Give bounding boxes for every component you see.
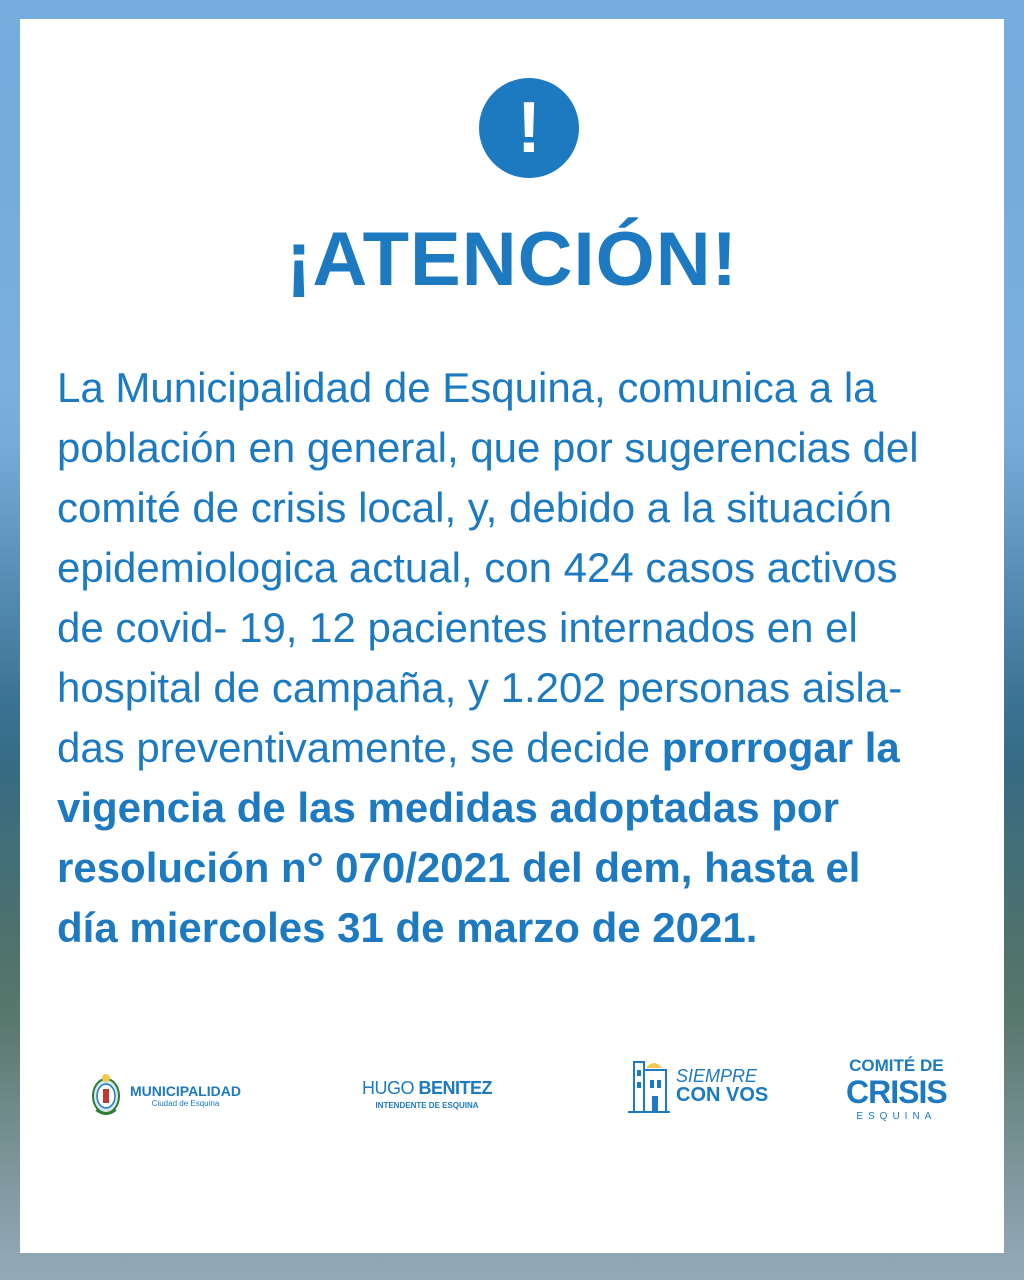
crisis-line1: COMITÉ DE <box>849 1056 944 1075</box>
coat-of-arms-icon <box>90 1072 122 1118</box>
alert-symbol: ! <box>517 88 541 168</box>
church-icon <box>626 1056 672 1116</box>
siempre-line2: CON VOS <box>676 1084 769 1106</box>
hugo-subtitle: INTENDENTE DE ESQUINA <box>375 1101 479 1110</box>
message-bold-line: día miercoles 31 de marzo de 2021. <box>57 904 758 951</box>
municipalidad-title: MUNICIPALIDAD <box>130 1082 241 1099</box>
hugo-first-name: HUGO <box>362 1078 419 1098</box>
crisis-line2: CRISIS <box>846 1074 947 1110</box>
message-bold-part: prorrogar la <box>661 724 900 771</box>
hugo-name <box>362 1078 492 1099</box>
message-line: La Municipalidad de Esquina, comunica a la <box>57 364 877 411</box>
siempre-con-vos-logo <box>626 1056 768 1116</box>
sponsor-logos <box>0 1050 1024 1140</box>
municipalidad-logo <box>90 1072 241 1118</box>
exclamation-icon <box>479 78 579 178</box>
hugo-last-name: BENITEZ <box>418 1078 493 1098</box>
hugo-benitez-logo <box>362 1078 492 1110</box>
message-regular-part: das preventivamente, se decide <box>57 724 662 771</box>
siempre-line1: SIEMPRE <box>676 1066 758 1086</box>
comite-de-crisis-logo <box>846 1056 947 1122</box>
message-line: población en general, que por sugerencias del <box>57 424 919 471</box>
headline: ¡ATENCIÓN! <box>286 217 738 302</box>
crisis-line3: ESQUINA <box>856 1111 937 1122</box>
message-bold-line: resolución n° 070/2021 del dem, hasta el <box>57 844 861 891</box>
message-line: hospital de campaña, y 1.202 personas aisla- <box>57 664 903 711</box>
message-bold-line: vigencia de las medidas adoptadas por <box>57 784 839 831</box>
announcement-text <box>57 358 987 958</box>
message-line: de covid- 19, 12 pacientes internados en el <box>57 604 858 651</box>
message-line-mixed <box>57 718 987 778</box>
municipalidad-subtitle: Ciudad de Esquina <box>151 1098 220 1108</box>
message-line: epidemiologica actual, con 424 casos activos <box>57 544 898 591</box>
message-line: comité de crisis local, y, debido a la situación <box>57 484 892 531</box>
